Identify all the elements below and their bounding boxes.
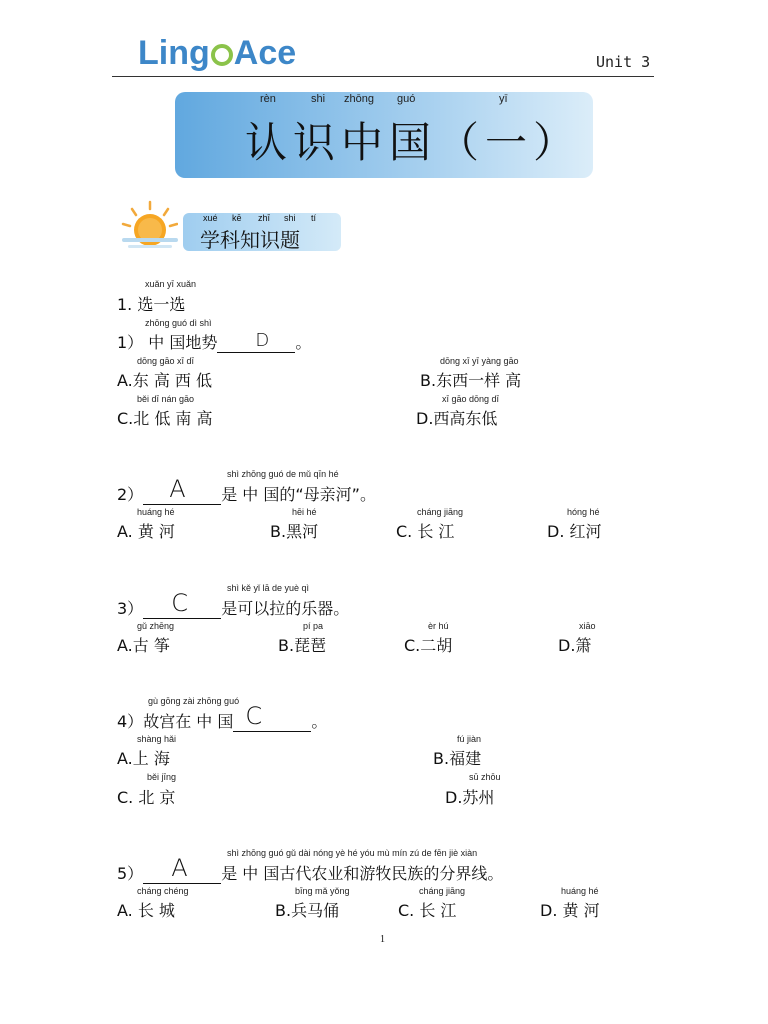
question-pinyin: zhōng guó dì shì <box>145 318 212 328</box>
option-pinyin: gǔ zhēng <box>137 621 175 631</box>
page-number: 1 <box>380 934 385 945</box>
option-pinyin: cháng jiāng <box>419 886 466 896</box>
option-a[interactable]: A.古 筝 <box>117 636 170 655</box>
option-c[interactable]: C. 长 江 <box>398 901 457 920</box>
answer-blank[interactable] <box>143 475 221 505</box>
question-pinyin: shì kě yǐ lā de yuè qì <box>227 583 310 593</box>
title-pinyin: yī <box>499 93 508 105</box>
option-pinyin: cháng chéng <box>137 886 189 896</box>
question-2: 2） A 是 中 国的“母亲河”。 <box>117 475 376 504</box>
option-pinyin: huáng hé <box>137 507 175 517</box>
option-a[interactable]: A.上 海 <box>117 749 170 768</box>
title-pinyin: shi <box>311 93 326 105</box>
handwritten-answer: C <box>245 702 263 730</box>
option-pinyin: sū zhōu <box>469 772 501 782</box>
option-d[interactable]: D.苏州 <box>445 788 495 807</box>
option-pinyin: shàng hǎi <box>137 734 177 744</box>
answer-blank[interactable] <box>217 330 295 353</box>
option-a[interactable]: A. 长 城 <box>117 901 175 920</box>
q1-pinyin: xuǎn yī xuǎn <box>145 279 197 289</box>
section-pinyin: shi <box>284 213 296 223</box>
question-3: 3） C 是可以拉的乐器。 <box>117 589 350 618</box>
option-d[interactable]: D. 黄 河 <box>540 901 600 920</box>
answer-blank[interactable] <box>143 589 221 619</box>
unit-label: Unit 3 <box>596 53 651 71</box>
option-pinyin: xī gāo dōng dī <box>442 394 500 404</box>
option-pinyin: huáng hé <box>561 886 599 896</box>
option-b[interactable]: B.兵马俑 <box>275 901 340 920</box>
title-pinyin: rèn <box>260 93 276 105</box>
section-pinyin: zhī <box>258 213 271 223</box>
page-title: 认识中国（一） <box>245 118 582 167</box>
question-pinyin: shì zhōng guó gǔ dài nóng yè hé yóu mù mín zú de fēn jiè xiàn <box>227 848 478 858</box>
option-pinyin: èr hú <box>428 621 449 631</box>
header-rule <box>112 76 654 77</box>
option-c[interactable]: C.北 低 南 高 <box>117 409 213 428</box>
option-c[interactable]: C.二胡 <box>404 636 453 655</box>
answer-blank[interactable] <box>233 702 311 732</box>
option-c[interactable]: C. 长 江 <box>396 522 455 541</box>
question-4: 4）故宫在 中 国 C 。 <box>117 702 328 731</box>
option-b[interactable]: B.福建 <box>433 749 482 768</box>
option-d[interactable]: D.西高东低 <box>416 409 498 428</box>
option-pinyin: běi jīng <box>147 772 177 782</box>
title-pinyin: zhōng <box>344 93 374 105</box>
option-pinyin: hēi hé <box>292 507 317 517</box>
question-1: 1） 中 国地势 D 。 <box>117 330 312 352</box>
sun-icon <box>118 198 178 258</box>
option-pinyin: dōng gāo xī dī <box>137 356 195 366</box>
handwritten-answer: D <box>255 330 270 351</box>
q1-heading: 1. 选一选 <box>117 295 186 314</box>
section-title: 学科知识题 <box>200 228 300 252</box>
option-d[interactable]: D.箫 <box>558 636 592 655</box>
handwritten-answer: A <box>171 854 188 882</box>
option-pinyin: pí pa <box>303 621 324 631</box>
option-pinyin: xiāo <box>579 621 596 631</box>
option-pinyin: fú jiàn <box>457 734 482 744</box>
section-pinyin: kē <box>232 213 242 223</box>
question-pinyin: gù gōng zài zhōng guó <box>148 696 240 706</box>
option-d[interactable]: D. 红河 <box>547 522 602 541</box>
option-c[interactable]: C. 北 京 <box>117 788 176 807</box>
logo-ring-icon <box>211 44 233 66</box>
option-pinyin: dōng xī yī yàng gāo <box>440 356 519 366</box>
section-pinyin: tí <box>311 213 317 223</box>
option-a[interactable]: A. 黄 河 <box>117 522 175 541</box>
answer-blank[interactable] <box>143 854 221 884</box>
lingoace-logo: Ling Ace <box>138 34 297 72</box>
option-pinyin: hóng hé <box>567 507 600 517</box>
question-pinyin: shì zhōng guó de mǔ qīn hé <box>227 469 339 479</box>
question-5: 5） A 是 中 国古代农业和游牧民族的分界线。 <box>117 854 504 883</box>
option-pinyin: běi dī nán gāo <box>137 394 195 404</box>
title-pinyin: guó <box>397 93 416 105</box>
handwritten-answer: A <box>169 475 186 503</box>
option-pinyin: cháng jiāng <box>417 507 464 517</box>
section-pinyin: xué <box>203 213 218 223</box>
option-b[interactable]: B.琵琶 <box>278 636 327 655</box>
option-a[interactable]: A.东 高 西 低 <box>117 371 213 390</box>
handwritten-answer: C <box>171 589 188 617</box>
option-b[interactable]: B.东西一样 高 <box>420 371 522 390</box>
option-pinyin: bīng mǎ yǒng <box>295 886 350 896</box>
option-b[interactable]: B.黑河 <box>270 522 319 541</box>
